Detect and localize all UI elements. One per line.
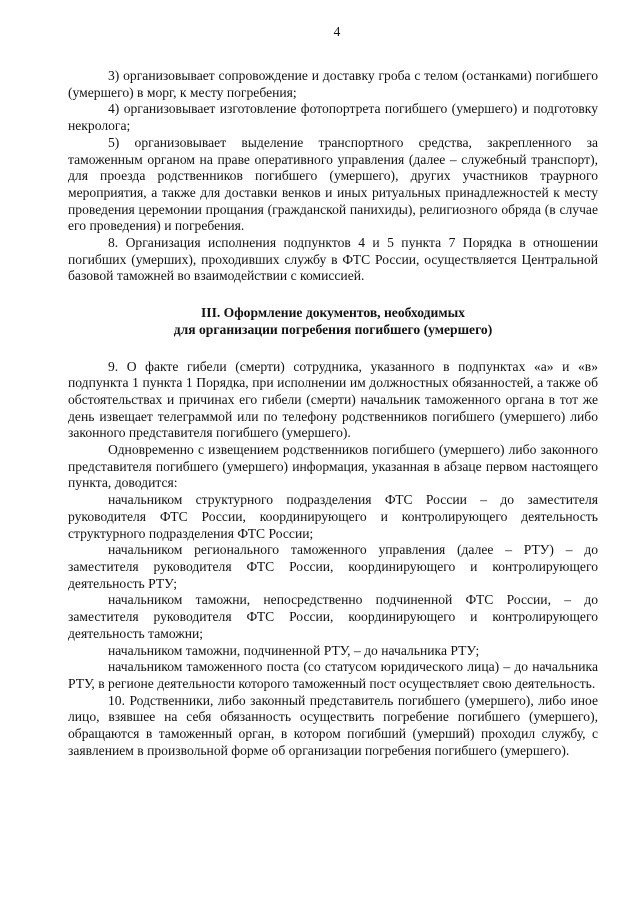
paragraph-item-3: 3) организовывает сопровождение и доставку гроба с телом (останками) погибшего (умершего) в морг, к месту погребения; [68,68,598,100]
paragraph-clause-9: 9. О факте гибели (смерти) сотрудника, указанного в подпунктах «а» и «в» подпункта 1 пункта 1 Порядка, при исполнении им должностных обязанностей, а также об обстоятельствах и причинах его гибели (смерти) начальник таможенного органа в тот же день извещает телеграммой или по телефону родственников погибшего (умершего) либо законного представителя погибшего (умершего). [68,358,598,441]
paragraph-structural-division: начальником структурного подразделения ФТС России – до заместителя руководителя ФТС России, координирующего и контролирующего деятельность структурного подразделения ФТС России; [68,492,598,541]
page-number: 4 [333,24,341,39]
paragraph-item-5: 5) организовывает выделение транспортного средства, закрепленного за таможенным органом на праве оперативного управления (далее – служебный транспорт), для проезда родственников погибшего (умершего), других участников траурного мероприятия, а также для доставки венков и иных ритуальных принадлежностей к месту проведения церемонии прощания (гражданской панихиды), религиозного обряда (в случае его проведения) и погребения. [68,134,598,234]
paragraph-clause-10: 10. Родственники, либо законный представитель погибшего (умершего), либо иное лицо, взявшее на себя обязанность осуществить погребение погибшего (умершего), обращаются в таможенный орган, в котором погибший (умерший) проходил службу, с заявлением в произвольной форме об организации погребения погибшего (умершего). [68,692,598,758]
paragraph-item-4: 4) организовывает изготовление фотопортрета погибшего (умершего) и подготовку некролога; [68,101,598,134]
paragraph-customs-post: начальником таможенного поста (со статусом юридического лица) – до начальника РТУ, в регионе деятельности которого таможенный пост осуществляет свою деятельность. [68,659,598,691]
paragraph-customs-rtu: начальником таможни, подчиненной РТУ, – до начальника РТУ; [108,642,480,658]
paragraph-customs-direct: начальником таможни, непосредственно подчиненной ФТС России, – до заместителя руководителя ФТС России, координирующего и контролирующего деятельность таможни; [68,592,598,641]
section-heading-line-2: для организации погребения погибшего (умершего) [173,321,493,337]
section-heading-line-1: III. Оформление документов, необходимых [201,305,465,321]
paragraph-regional-administration: начальником регионального таможенного управления (далее – РТУ) – до заместителя руководителя ФТС России, координирующего и контролирующего деятельность РТУ; [68,542,598,591]
paragraph-clause-8: 8. Организация исполнения подпунктов 4 и 5 пункта 7 Порядка в отношении погибших (умерших), проходивших службу в ФТС России, осуществляется Центральной базовой таможней во взаимодействии с комиссией. [68,235,598,284]
section-heading [68,305,598,338]
paragraph-simultaneous-notice: Одновременно с извещением родственников погибшего (умершего) либо законного представителя погибшего (умершего) информация, указанная в абзаце первом настоящего пункта, доводится: [68,442,598,491]
